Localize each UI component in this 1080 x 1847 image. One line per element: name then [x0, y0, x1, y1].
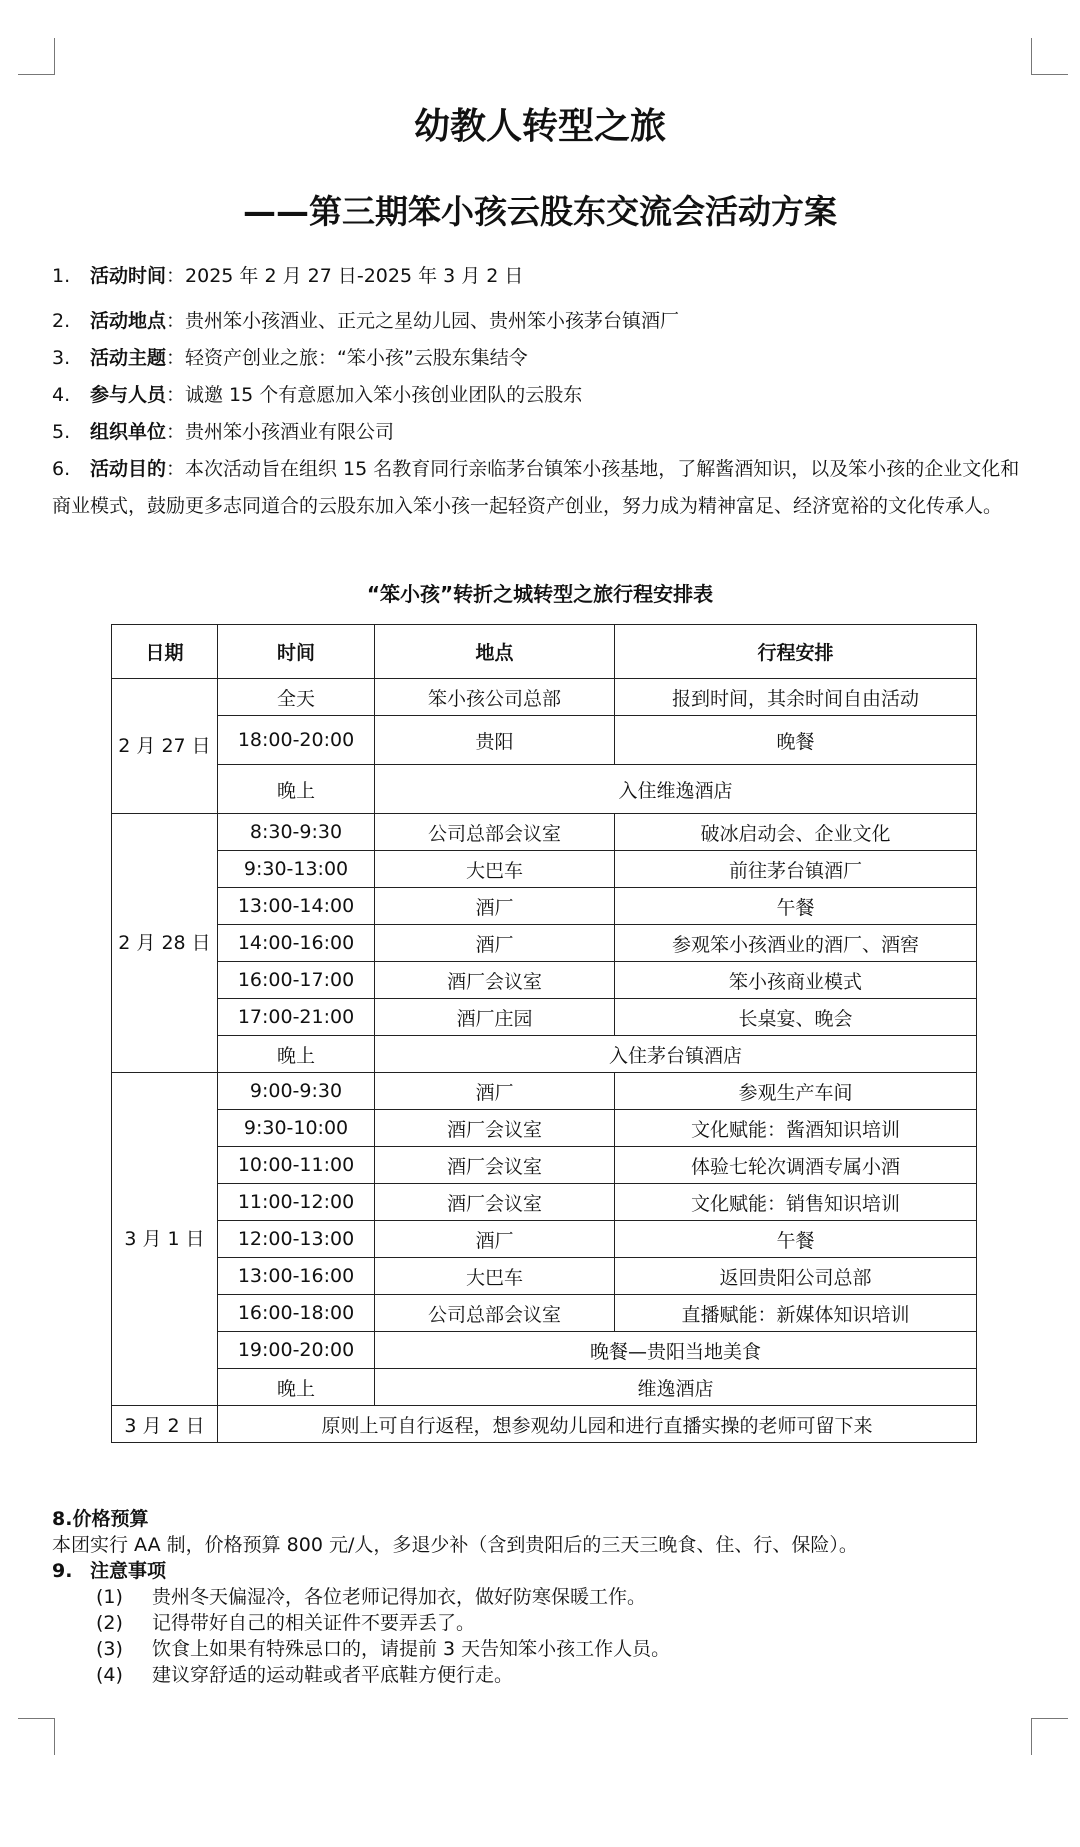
- merged-cell: 原则上可自行返程，想参观幼儿园和进行直播实操的老师可留下来: [218, 1406, 977, 1443]
- table-row: [112, 716, 977, 765]
- section-number: 2.: [52, 310, 71, 332]
- place-cell: 公司总部会议室: [375, 814, 615, 851]
- plan-cell: 破冰启动会、企业文化: [615, 814, 977, 851]
- section-number: 6.: [52, 458, 71, 480]
- time-cell: 14:00-16:00: [218, 925, 375, 962]
- table-row: [112, 1258, 977, 1295]
- time-cell: 11:00-12:00: [218, 1184, 375, 1221]
- table-row: [112, 1073, 977, 1110]
- table-row: [112, 1221, 977, 1258]
- section-purpose: [52, 451, 1037, 525]
- section-time: [52, 258, 1037, 295]
- table-row: [112, 679, 977, 716]
- merged-cell: 入住茅台镇酒店: [375, 1036, 977, 1073]
- notes-heading: [52, 1558, 1037, 1584]
- table-row: [112, 1184, 977, 1221]
- table-row: [112, 962, 977, 999]
- header-time: 时间: [218, 625, 375, 679]
- time-cell: 13:00-16:00: [218, 1258, 375, 1295]
- section-text: ：贵州笨小孩酒业有限公司: [166, 421, 395, 443]
- list-item: [52, 1636, 1037, 1662]
- plan-cell: 文化赋能：酱酒知识培训: [615, 1110, 977, 1147]
- crop-mark-top-left: [18, 38, 55, 75]
- place-cell: 贵阳: [375, 716, 615, 765]
- item-text: 记得带好自己的相关证件不要弄丢了。: [152, 1612, 476, 1634]
- budget-heading: 8.价格预算: [52, 1508, 149, 1530]
- date-cell: [112, 679, 218, 814]
- place-cell: 公司总部会议室: [375, 1295, 615, 1332]
- item-number: (3): [96, 1638, 123, 1660]
- document-subtitle: ——第三期笨小孩云股东交流会活动方案: [243, 192, 837, 231]
- plan-cell: 报到时间，其余时间自由活动: [615, 679, 977, 716]
- table-row: [112, 999, 977, 1036]
- crop-mark-top-right: [1031, 38, 1068, 75]
- place-cell: 酒厂会议室: [375, 1184, 615, 1221]
- date-cell: 3 月 2 日: [112, 1406, 218, 1443]
- place-cell: 大巴车: [375, 1258, 615, 1295]
- item-number: (4): [96, 1664, 123, 1686]
- time-cell: 晚上: [218, 765, 375, 814]
- schedule-title: “笨小孩”转折之城转型之旅行程安排表: [366, 582, 714, 606]
- item-text: 建议穿舒适的运动鞋或者平底鞋方便行走。: [152, 1664, 514, 1686]
- list-item: [52, 1662, 1037, 1688]
- time-cell: 晚上: [218, 1369, 375, 1406]
- date-text: 2 月 27 日: [118, 735, 211, 757]
- plan-cell: 直播赋能：新媒体知识培训: [615, 1295, 977, 1332]
- table-row: [112, 888, 977, 925]
- section-label: 组织单位: [90, 421, 167, 443]
- time-cell: 9:00-9:30: [218, 1073, 375, 1110]
- item-text: 饮食上如果有特殊忌口的，请提前 3 天告知笨小孩工作人员。: [152, 1638, 671, 1660]
- section-organizer: [52, 414, 1037, 451]
- place-cell: 笨小孩公司总部: [375, 679, 615, 716]
- place-cell: 大巴车: [375, 851, 615, 888]
- section-number: 1.: [52, 265, 71, 287]
- notes-heading-text: 注意事项: [90, 1560, 167, 1582]
- table-row: [112, 1369, 977, 1406]
- plan-cell: 参观笨小孩酒业的酒厂、酒窖: [615, 925, 977, 962]
- section-text: ：轻资产创业之旅：“笨小孩”云股东集结令: [166, 347, 528, 369]
- list-item: [52, 1584, 1037, 1610]
- plan-cell: 笨小孩商业模式: [615, 962, 977, 999]
- table-row: [112, 814, 977, 851]
- place-cell: 酒厂会议室: [375, 1110, 615, 1147]
- section-text: ：本次活动旨在组织 15 名教育同行亲临茅台镇笨小孩基地，了解酱酒知识，以及笨小孩的企业文化和商业模式，鼓励更多志同道合的云股东加入笨小孩一起轻资产创业，努力成为精神富足、经济宽裕的文化传承人。: [52, 458, 1020, 517]
- time-cell: 12:00-13:00: [218, 1221, 375, 1258]
- section-text: ：2025 年 2 月 27 日-2025 年 3 月 2 日: [166, 265, 524, 287]
- section-label: 活动主题: [90, 347, 167, 369]
- plan-cell: 长桌宴、晚会: [615, 999, 977, 1036]
- table-row: [112, 1110, 977, 1147]
- section-label: 活动地点: [90, 310, 167, 332]
- crop-mark-bottom-right: [1031, 1718, 1068, 1755]
- section-label: 参与人员: [90, 384, 167, 406]
- item-number: (2): [96, 1612, 123, 1634]
- table-row: [112, 1406, 977, 1443]
- plan-cell: 午餐: [615, 1221, 977, 1258]
- section-text: ：贵州笨小孩酒业、正元之星幼儿园、贵州笨小孩茅台镇酒厂: [166, 310, 680, 332]
- list-item: [52, 1610, 1037, 1636]
- plan-cell: 文化赋能：销售知识培训: [615, 1184, 977, 1221]
- notes-section: [52, 1506, 1037, 1688]
- notes-number: 9.: [52, 1560, 73, 1582]
- time-cell: 16:00-17:00: [218, 962, 375, 999]
- crop-mark-bottom-left: [18, 1718, 55, 1755]
- header-plan: 行程安排: [615, 625, 977, 679]
- place-cell: 酒厂: [375, 1073, 615, 1110]
- section-location: [52, 303, 1037, 340]
- section-participants: [52, 377, 1037, 414]
- table-row: [112, 851, 977, 888]
- plan-cell: 体验七轮次调酒专属小酒: [615, 1147, 977, 1184]
- section-number: 4.: [52, 384, 71, 406]
- date-cell: 3 月 1 日: [112, 1073, 218, 1406]
- time-cell: 8:30-9:30: [218, 814, 375, 851]
- document-title: 幼教人转型之旅: [413, 106, 666, 147]
- section-theme: [52, 340, 1037, 377]
- time-cell: 19:00-20:00: [218, 1332, 375, 1369]
- table-row: [112, 1332, 977, 1369]
- time-cell: 9:30-10:00: [218, 1110, 375, 1147]
- place-cell: 酒厂会议室: [375, 1147, 615, 1184]
- place-cell: 酒厂庄园: [375, 999, 615, 1036]
- time-cell: 16:00-18:00: [218, 1295, 375, 1332]
- plan-cell: 前往茅台镇酒厂: [615, 851, 977, 888]
- section-label: 活动目的: [90, 458, 167, 480]
- budget-text: 本团实行 AA 制，价格预算 800 元/人，多退少补（含到贵阳后的三天三晚食、住、行、保险）。: [52, 1534, 858, 1556]
- time-cell: 18:00-20:00: [218, 716, 375, 765]
- table-row: [112, 1295, 977, 1332]
- plan-cell: 晚餐: [615, 716, 977, 765]
- header-date: 日期: [112, 625, 218, 679]
- table-row: [112, 925, 977, 962]
- section-number: 5.: [52, 421, 71, 443]
- time-cell: 13:00-14:00: [218, 888, 375, 925]
- table-row: [112, 1036, 977, 1073]
- plan-sections: [52, 258, 1037, 525]
- table-row: [112, 1147, 977, 1184]
- place-cell: 酒厂: [375, 888, 615, 925]
- place-cell: 酒厂: [375, 925, 615, 962]
- place-cell: 酒厂: [375, 1221, 615, 1258]
- section-text: ：诚邀 15 个有意愿加入笨小孩创业团队的云股东: [166, 384, 583, 406]
- plan-cell: 午餐: [615, 888, 977, 925]
- time-cell: 9:30-13:00: [218, 851, 375, 888]
- header-place: 地点: [375, 625, 615, 679]
- place-cell: 酒厂会议室: [375, 962, 615, 999]
- time-cell: 17:00-21:00: [218, 999, 375, 1036]
- schedule-table: [111, 624, 977, 1443]
- time-cell: 10:00-11:00: [218, 1147, 375, 1184]
- time-cell: 晚上: [218, 1036, 375, 1073]
- merged-cell: 维逸酒店: [375, 1369, 977, 1406]
- table-row: [112, 765, 977, 814]
- item-number: (1): [96, 1586, 123, 1608]
- section-number: 3.: [52, 347, 71, 369]
- section-label: 活动时间: [90, 265, 167, 287]
- plan-cell: 参观生产车间: [615, 1073, 977, 1110]
- table-header-row: [112, 625, 977, 679]
- date-cell: [112, 814, 218, 1073]
- plan-cell: 返回贵阳公司总部: [615, 1258, 977, 1295]
- item-text: 贵州冬天偏湿冷，各位老师记得加衣，做好防寒保暖工作。: [152, 1586, 647, 1608]
- merged-cell: 晚餐—贵阳当地美食: [375, 1332, 977, 1369]
- time-cell: 全天: [218, 679, 375, 716]
- merged-cell: 入住维逸酒店: [375, 765, 977, 814]
- date-text: 2 月 28 日: [118, 932, 211, 954]
